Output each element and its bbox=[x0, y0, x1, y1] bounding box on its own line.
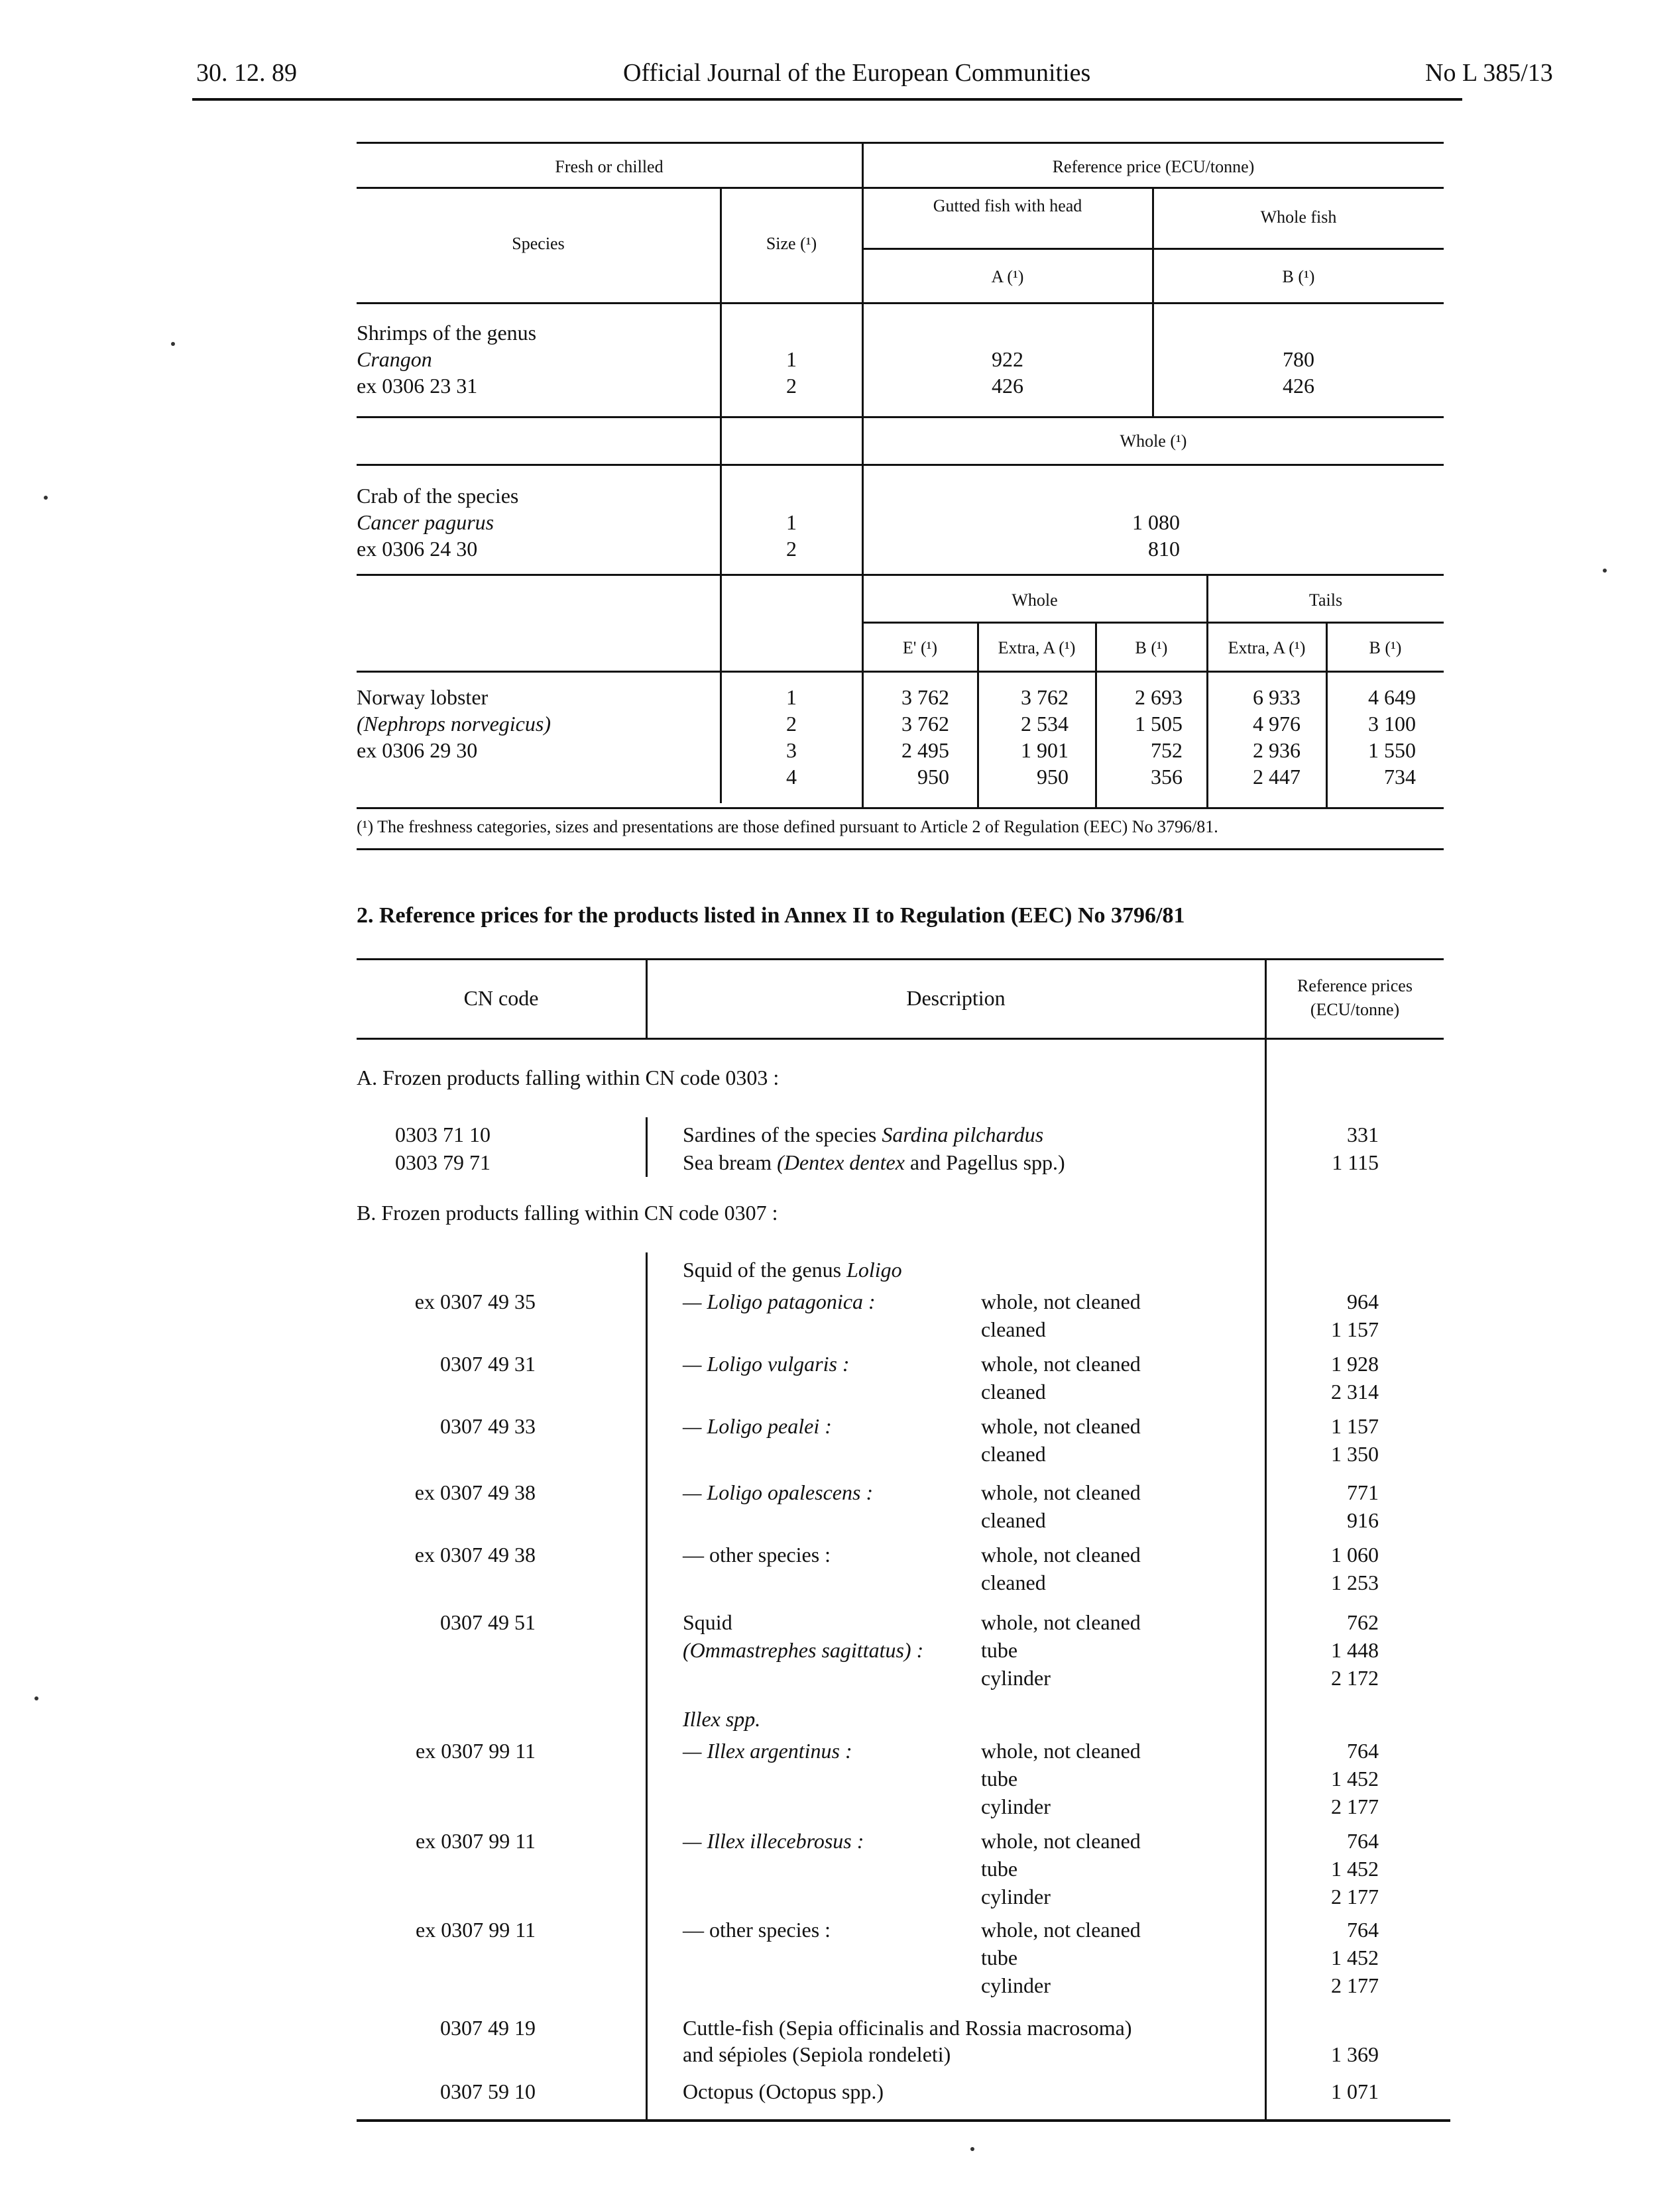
header-number: No L 385/13 bbox=[1425, 59, 1553, 87]
crab-val-2: 810 bbox=[1148, 537, 1180, 561]
col-description: Description bbox=[906, 986, 1006, 1010]
shrimp-genus: Crangon bbox=[357, 347, 432, 371]
shrimp-label: Shrimps of the genus bbox=[357, 321, 537, 345]
lobster-label: Norway lobster bbox=[357, 685, 489, 709]
shrimp-code: ex 0306 23 31 bbox=[357, 374, 478, 398]
col-whole: Whole (¹) bbox=[1120, 431, 1187, 451]
lobster-species: (Nephrops norvegicus) bbox=[357, 712, 551, 736]
col-tails: Tails bbox=[1308, 590, 1343, 610]
section-title: 2. Reference prices for the products listed in Annex II to Regulation (EEC) No 3796/81 bbox=[357, 903, 1185, 928]
col-ref-prices-2: (ECU/tonne) bbox=[1310, 1000, 1400, 1019]
col-whole2: Whole bbox=[1012, 590, 1058, 610]
col-extra-a-tails: Extra, A (¹) bbox=[1228, 638, 1306, 657]
shrimp-a-2: 426 bbox=[992, 374, 1023, 398]
col-whole-fish: Whole fish bbox=[1260, 207, 1337, 227]
col-species: Species bbox=[512, 234, 565, 253]
crab-label: Crab of the species bbox=[357, 484, 519, 508]
section-a-heading: A. Frozen products falling within CN code 0303 : bbox=[357, 1066, 780, 1089]
scan-speck bbox=[171, 342, 175, 346]
crab-species: Cancer pagurus bbox=[357, 510, 494, 534]
header-rule bbox=[192, 98, 1462, 101]
col-ref-prices-1: Reference prices bbox=[1297, 976, 1413, 995]
col-e: E' (¹) bbox=[902, 638, 938, 657]
crab-val-1: 1 080 bbox=[1132, 510, 1180, 534]
scan-speck bbox=[34, 1696, 38, 1700]
col-gutted-fish: Gutted fish with head bbox=[933, 196, 1082, 215]
section-b-heading: B. Frozen products falling within CN code 0307 : bbox=[357, 1201, 778, 1225]
col-size: Size (¹) bbox=[766, 234, 817, 253]
scan-speck bbox=[44, 496, 48, 500]
crab-code: ex 0306 24 30 bbox=[357, 537, 478, 561]
squid-heading: Squid of the genus Loligo bbox=[683, 1258, 902, 1282]
shrimp-size-1: 1 bbox=[786, 347, 797, 371]
shrimp-b-1: 780 bbox=[1283, 347, 1314, 371]
header-title: Official Journal of the European Communities bbox=[623, 59, 1091, 87]
col-b-tails: B (¹) bbox=[1369, 638, 1402, 657]
col-b: B (¹) bbox=[1282, 267, 1315, 286]
header-date: 30. 12. 89 bbox=[196, 59, 297, 87]
scan-speck bbox=[970, 2147, 974, 2151]
col-extra-a-whole: Extra, A (¹) bbox=[998, 638, 1076, 657]
shrimp-size-2: 2 bbox=[786, 374, 797, 398]
illex-heading: Illex spp. bbox=[683, 1707, 761, 1731]
footnote: (¹) The freshness categories, sizes and presentations are those defined pursuant to Article 2 of Regulation (EEC) No 3796/81. bbox=[357, 817, 1218, 836]
col-reference-price: Reference price (ECU/tonne) bbox=[1052, 157, 1255, 176]
col-cn-code: CN code bbox=[463, 986, 539, 1010]
shrimp-a-1: 922 bbox=[992, 347, 1023, 371]
col-a: A (¹) bbox=[991, 267, 1024, 286]
crab-size-1: 1 bbox=[786, 510, 797, 534]
col-fresh-or-chilled: Fresh or chilled bbox=[555, 157, 664, 176]
shrimp-b-2: 426 bbox=[1283, 374, 1314, 398]
col-b-whole: B (¹) bbox=[1135, 638, 1168, 657]
scan-speck bbox=[1603, 569, 1607, 573]
lobster-code: ex 0306 29 30 bbox=[357, 738, 478, 762]
crab-size-2: 2 bbox=[786, 537, 797, 561]
